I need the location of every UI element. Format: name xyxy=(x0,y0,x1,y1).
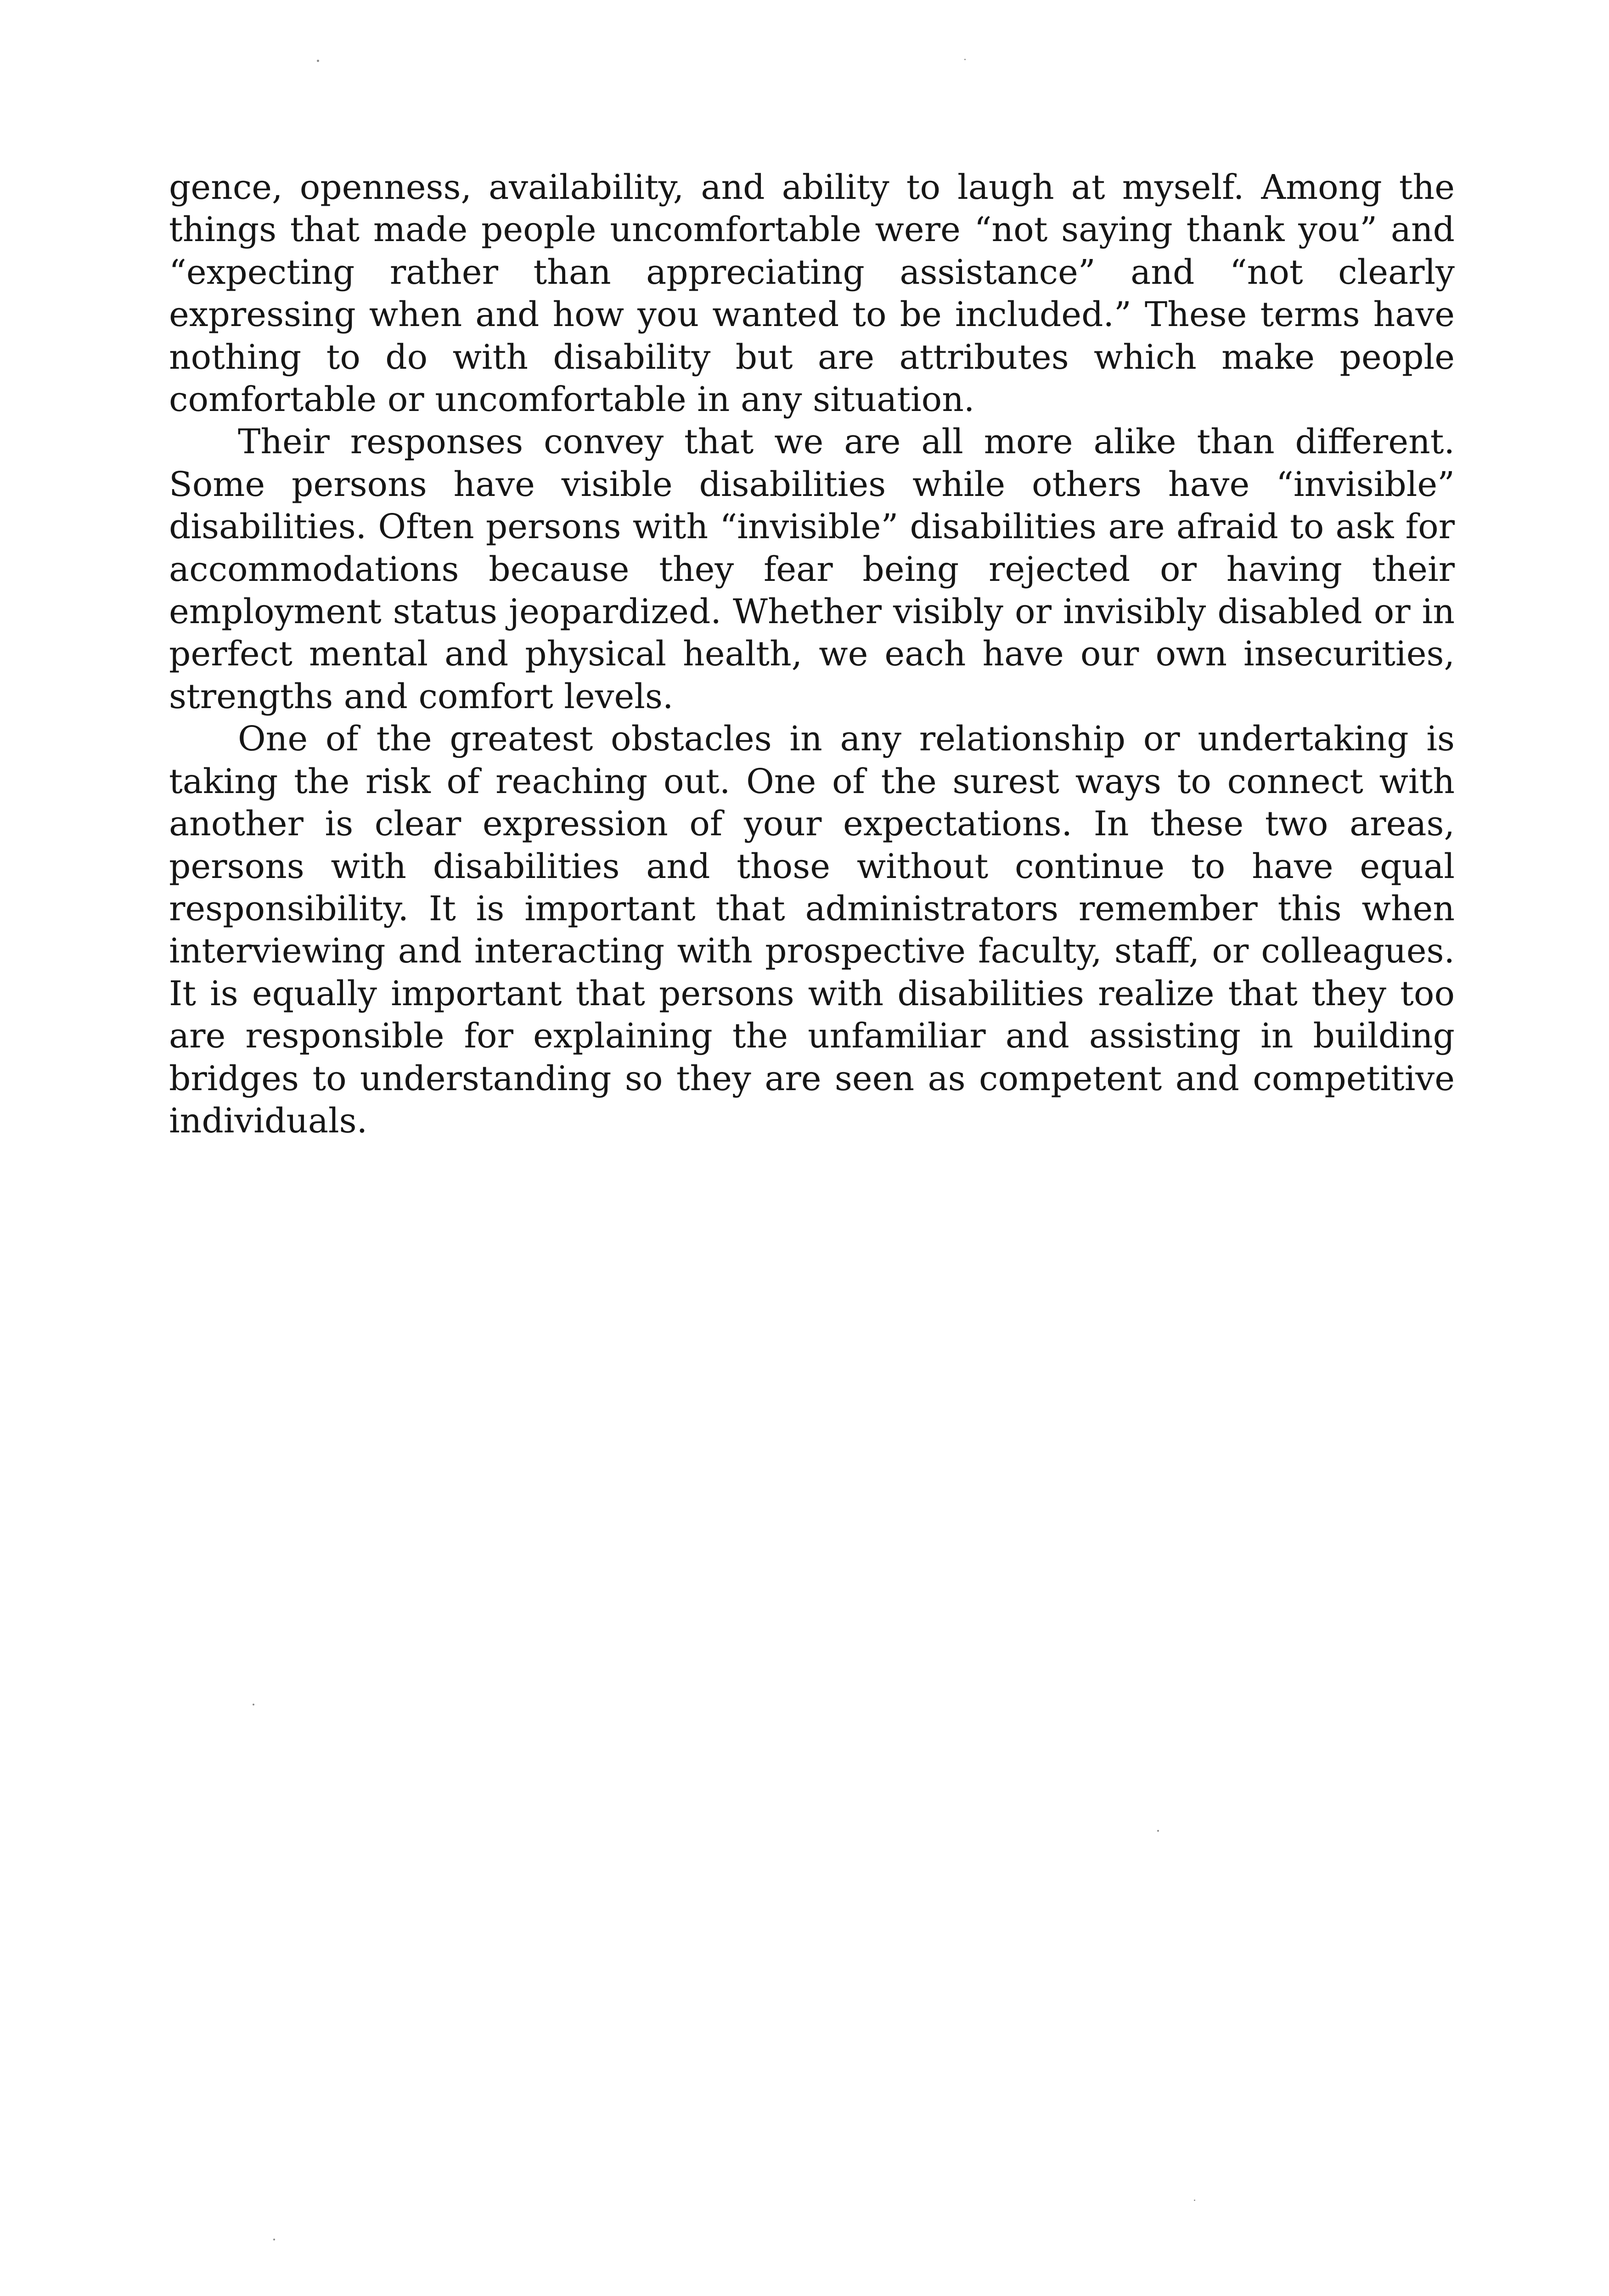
paragraph: One of the greatest obstacles in any relationship or undertaking is taking the risk of reaching out. One of the surest ways to connect with another is clear expression of your expectations. In these two areas, persons with disabilities and those without continue to have equal responsibility. It is important that administrators remember this when interviewing and interacting with prospective faculty, staff, or colleagues. It is equally important that persons with disabilities realize that they too are responsible for explaining the unfamiliar and assisting in building bridges to understanding so they are seen as competent and competitive individuals. xyxy=(169,719,1455,1141)
scan-speck xyxy=(273,2239,275,2240)
scan-speck xyxy=(253,1704,254,1705)
body-text xyxy=(169,166,1455,1142)
scan-speck xyxy=(1194,2200,1195,2201)
scan-speck xyxy=(1157,1830,1159,1832)
scan-speck xyxy=(964,59,966,60)
scan-speck xyxy=(317,60,319,62)
paragraph: gence, openness, availability, and ability to laugh at myself. Among the things that made people uncomfortable were “not saying thank you” and “expecting rather than appreciating assistance” and “not clearly expressing when and how you wanted to be included.” These terms have nothing to do with disability but are attributes which make people comfortable or uncomfortable in any situation. xyxy=(169,168,1455,420)
paragraph: Their responses convey that we are all more alike than different. Some persons have visible disabilities while others have “invisible” disabilities. Often persons with “invisible” disabilities are afraid to ask for accommodations because they fear being rejected or having their employment status jeopardized. Whether visibly or invisibly disabled or in perfect mental and physical health, we each have our own insecurities, strengths and comfort levels. xyxy=(169,422,1455,716)
